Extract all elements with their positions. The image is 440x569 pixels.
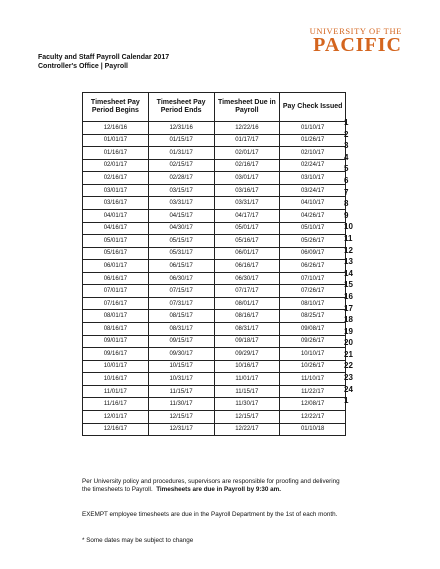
title-line-2: Controller's Office | Payroll <box>38 63 128 70</box>
table-row <box>83 348 346 361</box>
cell-pay-check-issued: 11/22/17 <box>280 385 346 398</box>
cell-pay-check-issued: 10/26/17 <box>280 360 346 373</box>
policy-note-line-1: Per University policy and procedures, supervisors are responsible for proofing and delivering <box>82 478 340 485</box>
cell-period-begins: 08/01/17 <box>83 310 149 323</box>
cell-due-in-payroll: 07/17/17 <box>214 285 280 298</box>
cell-pay-check-issued: 03/10/17 <box>280 172 346 185</box>
cell-period-ends: 11/30/17 <box>148 398 214 411</box>
cell-period-ends: 09/30/17 <box>148 348 214 361</box>
table-row <box>83 398 346 411</box>
cell-period-ends: 01/31/17 <box>148 147 214 160</box>
cell-period-ends: 05/15/17 <box>148 235 214 248</box>
dates-change-note: * Some dates may be subject to change <box>82 537 194 544</box>
pay-period-number: 23 <box>344 373 353 383</box>
cell-due-in-payroll: 12/22/17 <box>214 423 280 436</box>
cell-period-ends: 12/15/17 <box>148 410 214 423</box>
pay-period-number: 8 <box>344 199 349 209</box>
cell-due-in-payroll: 08/01/17 <box>214 297 280 310</box>
cell-pay-check-issued: 04/26/17 <box>280 209 346 222</box>
cell-pay-check-issued: 07/26/17 <box>280 285 346 298</box>
pay-period-number: 10 <box>344 222 353 232</box>
cell-pay-check-issued: 05/26/17 <box>280 235 346 248</box>
cell-period-begins: 07/16/17 <box>83 297 149 310</box>
cell-period-begins: 10/01/17 <box>83 360 149 373</box>
cell-pay-check-issued: 08/25/17 <box>280 310 346 323</box>
cell-period-ends: 06/15/17 <box>148 260 214 273</box>
cell-period-begins: 12/01/17 <box>83 410 149 423</box>
cell-due-in-payroll: 02/16/17 <box>214 159 280 172</box>
payroll-calendar-table <box>82 92 346 436</box>
cell-pay-check-issued: 05/10/17 <box>280 222 346 235</box>
cell-pay-check-issued: 09/08/17 <box>280 323 346 336</box>
cell-period-ends: 05/31/17 <box>148 247 214 260</box>
logo-main-text: PACIFIC <box>313 34 402 56</box>
table-header-row <box>83 93 346 122</box>
cell-pay-check-issued: 08/10/17 <box>280 297 346 310</box>
table-row <box>83 297 346 310</box>
pay-period-number: 1 <box>344 118 349 127</box>
cell-period-ends: 03/15/17 <box>148 184 214 197</box>
cell-period-begins: 09/16/17 <box>83 348 149 361</box>
cell-period-begins: 04/16/17 <box>83 222 149 235</box>
cell-due-in-payroll: 03/01/17 <box>214 172 280 185</box>
table-row <box>83 423 346 436</box>
cell-pay-check-issued: 10/10/17 <box>280 348 346 361</box>
table-body <box>83 122 346 436</box>
cell-period-begins: 06/01/17 <box>83 260 149 273</box>
cell-due-in-payroll: 09/18/17 <box>214 335 280 348</box>
table-row <box>83 373 346 386</box>
cell-pay-check-issued: 02/24/17 <box>280 159 346 172</box>
pay-period-number: 20 <box>344 338 353 348</box>
pay-period-number: 19 <box>344 326 353 336</box>
pay-period-number: 24 <box>344 384 353 394</box>
pay-period-number: 6 <box>344 175 349 185</box>
pay-period-number: 13 <box>344 257 353 267</box>
table-row <box>83 323 346 336</box>
header-period-begins: Timesheet Pay Period Begins <box>83 93 149 122</box>
cell-period-ends: 10/31/17 <box>148 373 214 386</box>
table-row <box>83 360 346 373</box>
cell-due-in-payroll: 12/22/16 <box>214 122 280 135</box>
cell-period-begins: 12/16/17 <box>83 423 149 436</box>
cell-due-in-payroll: 05/01/17 <box>214 222 280 235</box>
cell-due-in-payroll: 06/16/17 <box>214 260 280 273</box>
cell-due-in-payroll: 11/15/17 <box>214 385 280 398</box>
table-row <box>83 385 346 398</box>
cell-due-in-payroll: 04/17/17 <box>214 209 280 222</box>
cell-period-begins: 05/16/17 <box>83 247 149 260</box>
cell-due-in-payroll: 06/30/17 <box>214 272 280 285</box>
table-row <box>83 285 346 298</box>
cell-pay-check-issued: 06/09/17 <box>280 247 346 260</box>
cell-due-in-payroll: 06/01/17 <box>214 247 280 260</box>
cell-due-in-payroll: 03/31/17 <box>214 197 280 210</box>
pay-period-number-column <box>344 117 364 407</box>
cell-due-in-payroll: 01/17/17 <box>214 134 280 147</box>
header-pay-check-issued: Pay Check Issued <box>280 93 346 122</box>
pay-period-number: 4 <box>344 152 349 162</box>
cell-due-in-payroll: 11/30/17 <box>214 398 280 411</box>
cell-due-in-payroll: 09/29/17 <box>214 348 280 361</box>
table-row <box>83 235 346 248</box>
cell-period-ends: 09/15/17 <box>148 335 214 348</box>
cell-period-begins: 07/01/17 <box>83 285 149 298</box>
cell-pay-check-issued: 01/26/17 <box>280 134 346 147</box>
cell-due-in-payroll: 12/15/17 <box>214 410 280 423</box>
pay-period-number: 17 <box>344 303 353 313</box>
cell-period-ends: 12/31/16 <box>148 122 214 135</box>
exempt-note: EXEMPT employee timesheets are due in the Payroll Department by the 1st of each month. <box>82 511 338 518</box>
cell-period-ends: 07/15/17 <box>148 285 214 298</box>
cell-period-ends: 03/31/17 <box>148 197 214 210</box>
cell-period-ends: 10/15/17 <box>148 360 214 373</box>
cell-pay-check-issued: 01/10/18 <box>280 423 346 436</box>
policy-deadline-text: Timesheets are due in Payroll by 9:30 am. <box>156 486 282 493</box>
cell-period-ends: 02/15/17 <box>148 159 214 172</box>
header-due-in-payroll: Timesheet Due in Payroll <box>214 93 280 122</box>
pay-period-number: 2 <box>344 129 349 139</box>
table-row <box>83 310 346 323</box>
cell-period-begins: 08/16/17 <box>83 323 149 336</box>
pay-period-number: 15 <box>344 280 353 290</box>
cell-pay-check-issued: 03/24/17 <box>280 184 346 197</box>
cell-due-in-payroll: 10/16/17 <box>214 360 280 373</box>
table-row <box>83 222 346 235</box>
table-row <box>83 147 346 160</box>
pay-period-number: 7 <box>344 187 349 197</box>
policy-note-line-2 <box>82 486 340 494</box>
pay-period-number: 22 <box>344 361 353 371</box>
cell-period-begins: 11/16/17 <box>83 398 149 411</box>
cell-period-begins: 06/16/17 <box>83 272 149 285</box>
cell-pay-check-issued: 06/26/17 <box>280 260 346 273</box>
cell-period-ends: 06/30/17 <box>148 272 214 285</box>
table-row <box>83 335 346 348</box>
cell-due-in-payroll: 11/01/17 <box>214 373 280 386</box>
pay-period-number: 14 <box>344 268 353 278</box>
university-logo <box>310 26 402 54</box>
cell-pay-check-issued: 01/10/17 <box>280 122 346 135</box>
cell-period-begins: 04/01/17 <box>83 209 149 222</box>
pay-period-number: 5 <box>344 164 349 174</box>
pay-period-number: 1 <box>344 396 349 406</box>
table-row <box>83 134 346 147</box>
table-row <box>83 197 346 210</box>
table-row <box>83 122 346 135</box>
cell-period-begins: 03/16/17 <box>83 197 149 210</box>
cell-period-ends: 04/15/17 <box>148 209 214 222</box>
cell-period-begins: 05/01/17 <box>83 235 149 248</box>
cell-period-begins: 01/16/17 <box>83 147 149 160</box>
table-row <box>83 209 346 222</box>
pay-period-number: 3 <box>344 141 349 151</box>
cell-period-begins: 03/01/17 <box>83 184 149 197</box>
cell-period-begins: 09/01/17 <box>83 335 149 348</box>
logo-top-text: UNIVERSITY OF THE <box>309 26 402 36</box>
cell-period-begins: 11/01/17 <box>83 385 149 398</box>
cell-period-ends: 01/15/17 <box>148 134 214 147</box>
table-row <box>83 184 346 197</box>
cell-period-ends: 04/30/17 <box>148 222 214 235</box>
pay-period-number: 16 <box>344 291 353 301</box>
pay-period-number: 18 <box>344 315 353 325</box>
cell-due-in-payroll: 08/16/17 <box>214 310 280 323</box>
document-title <box>38 53 169 71</box>
cell-period-ends: 08/31/17 <box>148 323 214 336</box>
cell-period-ends: 08/15/17 <box>148 310 214 323</box>
cell-period-begins: 02/16/17 <box>83 172 149 185</box>
table-row <box>83 159 346 172</box>
cell-period-ends: 11/15/17 <box>148 385 214 398</box>
cell-period-ends: 07/31/17 <box>148 297 214 310</box>
pay-period-number: 11 <box>344 233 353 243</box>
cell-period-ends: 12/31/17 <box>148 423 214 436</box>
table-row <box>83 272 346 285</box>
cell-due-in-payroll: 03/16/17 <box>214 184 280 197</box>
cell-pay-check-issued: 07/10/17 <box>280 272 346 285</box>
pay-period-number: 9 <box>344 210 349 220</box>
pay-period-number: 12 <box>344 245 353 255</box>
header-period-ends: Timesheet Pay Period Ends <box>148 93 214 122</box>
pay-period-number: 21 <box>344 349 353 359</box>
policy-note-line-2-text: the timesheets to Payroll. <box>82 486 153 493</box>
title-line-1: Faculty and Staff Payroll Calendar 2017 <box>38 54 170 61</box>
table-row <box>83 172 346 185</box>
cell-due-in-payroll: 02/01/17 <box>214 147 280 160</box>
cell-due-in-payroll: 08/31/17 <box>214 323 280 336</box>
table-row <box>83 410 346 423</box>
cell-pay-check-issued: 02/10/17 <box>280 147 346 160</box>
cell-pay-check-issued: 09/26/17 <box>280 335 346 348</box>
table-row <box>83 260 346 273</box>
cell-period-begins: 02/01/17 <box>83 159 149 172</box>
table-row <box>83 247 346 260</box>
cell-pay-check-issued: 11/10/17 <box>280 373 346 386</box>
cell-pay-check-issued: 12/08/17 <box>280 398 346 411</box>
cell-period-ends: 02/28/17 <box>148 172 214 185</box>
cell-period-begins: 12/16/16 <box>83 122 149 135</box>
policy-note <box>82 478 340 494</box>
cell-pay-check-issued: 04/10/17 <box>280 197 346 210</box>
cell-due-in-payroll: 05/16/17 <box>214 235 280 248</box>
cell-pay-check-issued: 12/22/17 <box>280 410 346 423</box>
cell-period-begins: 10/16/17 <box>83 373 149 386</box>
cell-period-begins: 01/01/17 <box>83 134 149 147</box>
